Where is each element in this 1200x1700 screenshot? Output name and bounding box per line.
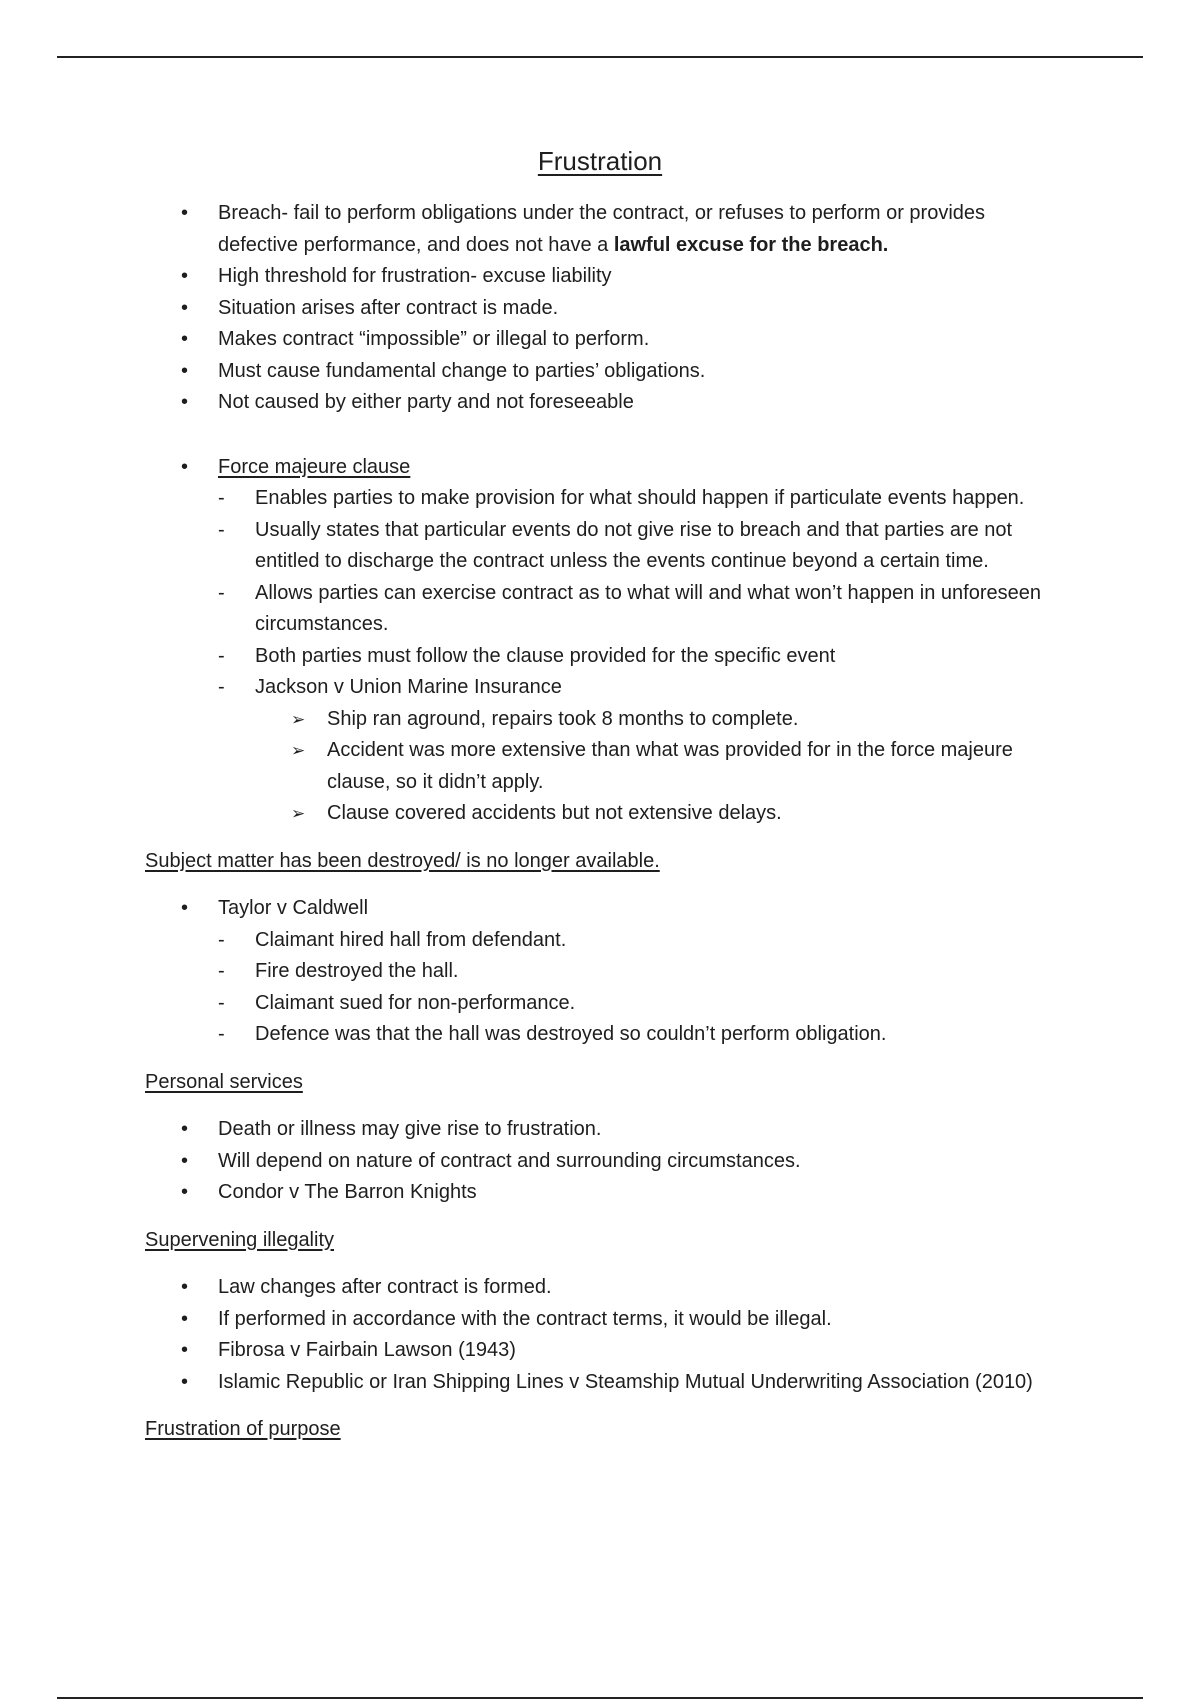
sub-item: - Allows parties can exercise contract as to what will and what won’t happen in unforeseen circumstances. <box>145 578 1050 641</box>
list-item: • Not caused by either party and not foreseeable <box>145 387 1050 419</box>
list-item: • Breach- fail to perform obligations under the contract, or refuses to perform or provides defective performance, and does not have a lawful excuse for the breach. <box>145 198 1050 261</box>
page-title: Frustration <box>537 146 663 176</box>
document-body <box>145 198 1050 1462</box>
sub-item: - Defence was that the hall was destroyed so couldn’t perform obligation. <box>145 1019 1050 1051</box>
list-item: • If performed in accordance with the contract terms, it would be illegal. <box>145 1304 1050 1336</box>
purpose-heading: Frustration of purpose <box>145 1418 341 1440</box>
case-name: Taylor v Caldwell <box>218 897 369 919</box>
list-item <box>145 452 1050 830</box>
sub-item: - Usually states that particular events do not give rise to breach and that parties are not entitled to discharge the contract unless the events continue beyond a certain time. <box>145 515 1050 578</box>
force-majeure-heading: Force majeure clause <box>218 455 411 478</box>
bold-phrase: lawful excuse for the breach. <box>613 233 889 256</box>
case-point: ➢ Clause covered accidents but not extensive delays. <box>145 798 1050 830</box>
list-item: • Will depend on nature of contract and surrounding circumstances. <box>145 1146 1050 1178</box>
sub-item: - Fire destroyed the hall. <box>145 956 1050 988</box>
sub-item <box>145 672 1050 830</box>
personal-services-list <box>145 1114 1050 1209</box>
personal-services-heading: Personal services <box>145 1070 303 1093</box>
sub-item: - Claimant sued for non-performance. <box>145 988 1050 1020</box>
sub-item: - Claimant hired hall from defendant. <box>145 925 1050 957</box>
case-point: ➢ Accident was more extensive than what was provided for in the force majeure clause, so it didn’t apply. <box>145 735 1050 798</box>
supervening-heading: Supervening illegality <box>145 1228 335 1251</box>
case-name: Jackson v Union Marine Insurance <box>255 676 562 698</box>
subject-matter-heading: Subject matter has been destroyed/ is no longer available. <box>145 849 660 872</box>
case-point: ➢ Ship ran aground, repairs took 8 months to complete. <box>145 704 1050 736</box>
subject-matter-list <box>145 893 1050 1051</box>
force-majeure-sublist <box>218 483 1050 830</box>
subject-matter-sublist <box>218 925 1050 1051</box>
list-item: • Must cause fundamental change to parties’ obligations. <box>145 356 1050 388</box>
list-item: • Fibrosa v Fairbain Lawson (1943) <box>145 1335 1050 1367</box>
sub-item: - Enables parties to make provision for what should happen if particulate events happen. <box>145 483 1050 515</box>
list-item <box>145 893 1050 1051</box>
list-item: • Makes contract “impossible” or illegal to perform. <box>145 324 1050 356</box>
sub-item: - Both parties must follow the clause provided for the specific event <box>145 641 1050 673</box>
supervening-list <box>145 1272 1050 1398</box>
case-points <box>255 704 1050 830</box>
force-majeure-list <box>145 452 1050 830</box>
list-item: • Death or illness may give rise to frustration. <box>145 1114 1050 1146</box>
list-item: • Condor v The Barron Knights <box>145 1177 1050 1209</box>
intro-list <box>145 198 1050 419</box>
list-item: • Islamic Republic or Iran Shipping Lines v Steamship Mutual Underwriting Association (2010) <box>145 1367 1050 1399</box>
list-item: • Law changes after contract is formed. <box>145 1272 1050 1304</box>
top-rule <box>57 56 1143 58</box>
list-item: • High threshold for frustration- excuse liability <box>145 261 1050 293</box>
list-item: • Situation arises after contract is made. <box>145 293 1050 325</box>
bottom-rule <box>57 1697 1143 1699</box>
